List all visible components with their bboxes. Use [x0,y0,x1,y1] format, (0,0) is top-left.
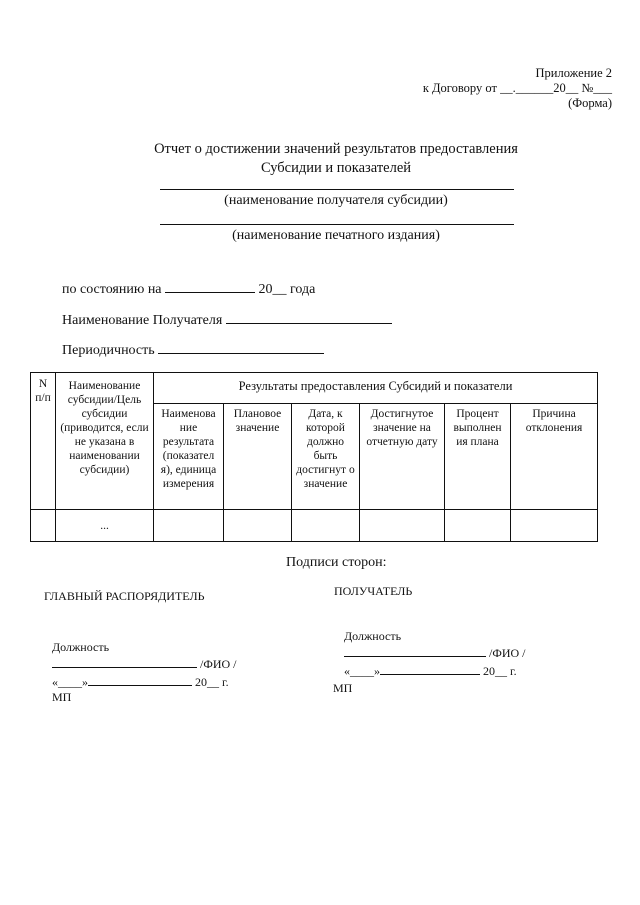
col-header-completion-percent: Процент выполнен ия плана [445,404,511,510]
recipient-caption: (наименование получателя субсидии) [224,193,448,208]
left-fio-label: /ФИО / [200,657,237,671]
appendix-line-1: Приложение 2 [535,66,612,80]
right-stamp-label: МП [333,681,353,695]
as-of-year: 20__ года [258,282,316,297]
group-header-results: Результаты предоставления Субсидий и показатели [154,373,598,404]
left-date-day: «____» [52,675,88,689]
signatures-title: Подписи сторон: [286,555,387,570]
table-cell [154,510,224,542]
table-cell [292,510,360,542]
right-position-label: Должность [344,629,402,643]
right-date-day: «____» [344,664,380,678]
col-header-number: N п/п [31,373,56,510]
right-date-year: 20__ г. [483,664,517,678]
table-cell-ellipsis: ... [56,510,154,542]
as-of-field [62,280,315,298]
left-date-month-blank [88,674,192,686]
col-header-deviation-reason: Причина отклонения [511,404,598,510]
report-title-line-2: Субсидии и показателей [260,160,412,176]
table-cell [360,510,445,542]
as-of-date-blank [165,280,255,293]
results-table [30,372,598,542]
as-of-label: по состоянию на [62,282,162,297]
left-date-year: 20__ г. [195,675,229,689]
left-date-line [52,674,229,690]
right-date-month-blank [380,663,480,675]
recipient-blank [226,311,392,324]
recipient-field [62,311,392,329]
recipient-label: Наименование Получателя [62,313,223,328]
recipient-name-line [160,189,514,190]
left-signature-blank [52,656,197,668]
appendix-contract-ref: к Договору от __.______20__ №___ [422,81,612,95]
left-party-title: ГЛАВНЫЙ РАСПОРЯДИТЕЛЬ [44,589,205,603]
col-header-target-date: Дата, к которой должно быть достигнут о значение [292,404,360,510]
table-cell [224,510,292,542]
right-fio-label: /ФИО / [489,646,526,660]
col-header-planned-value: Плановое значение [224,404,292,510]
right-signature-blank [344,645,486,657]
edition-caption: (наименование печатного издания) [232,228,440,243]
left-fio-line [52,656,236,672]
col-header-result-name: Наименова ние результата (показател я), единица измерения [154,404,224,510]
table-cell [511,510,598,542]
right-party-title: ПОЛУЧАТЕЛЬ [334,584,413,598]
table-cell [445,510,511,542]
left-stamp-label: МП [52,690,72,704]
periodicity-label: Периодичность [62,343,155,358]
right-fio-line [344,645,525,661]
periodicity-field [62,341,324,359]
appendix-form-label: (Форма) [568,96,612,110]
col-header-subsidy: Наименование субсидии/Цель субсидии (приводится, если не указана в наименовании субсидии) [56,373,154,510]
edition-name-line [160,224,514,225]
table-cell [31,510,56,542]
col-header-achieved-value: Достигнутое значение на отчетную дату [360,404,445,510]
right-date-line [344,663,517,679]
report-title-line-1: Отчет о достижении значений результатов предоставления [154,141,518,157]
left-position-label: Должность [52,640,110,654]
table-row [31,510,598,542]
periodicity-blank [158,341,324,354]
